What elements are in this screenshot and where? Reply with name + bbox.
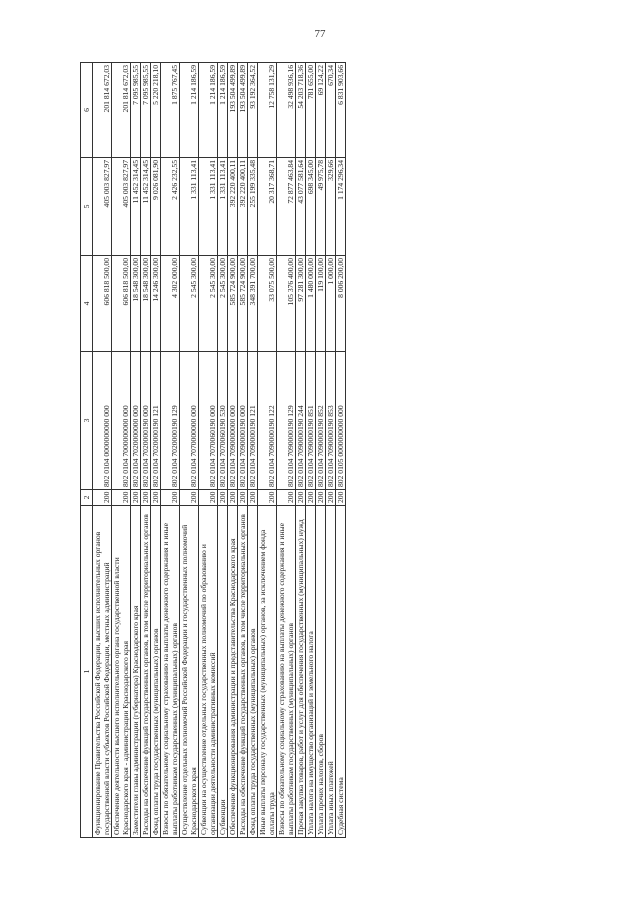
table-row [248, 63, 258, 838]
row-rest-cell: 1 214 186,59 [180, 63, 199, 158]
row-name-cell: Осуществление отдельных полномочий Российской Федерации и государственных полномочий Краснодарского края [180, 506, 199, 838]
row-col2-cell: 200 [131, 490, 141, 506]
row-plan-cell: 119 100,00 [316, 256, 326, 352]
row-rest-cell: 201 814 672,03 [93, 63, 112, 158]
row-col2-cell: 200 [316, 490, 326, 506]
row-plan-cell: 105 376 400,00 [277, 256, 296, 352]
budget-table [80, 62, 346, 838]
row-col2-cell: 200 [306, 490, 316, 506]
row-code-cell: 802 0104 7090000190 121 [248, 352, 258, 490]
row-name-cell: Уплата иных платежей [326, 506, 336, 838]
row-exec-cell: 1 331 113,41 [199, 158, 218, 256]
row-rest-cell: 1 875 767,45 [161, 63, 180, 158]
table-row [316, 63, 326, 838]
table-row [112, 63, 131, 838]
row-col2-cell: 200 [238, 490, 248, 506]
row-code-cell: 802 0104 7090000190 122 [258, 352, 277, 490]
row-name-cell: Субвенции на осуществление отдельных государственных полномочий по образованию и организации деятельности административных комиссий [199, 506, 218, 838]
row-col2-cell: 200 [218, 490, 228, 506]
header-col-6: 6 [81, 63, 93, 158]
row-rest-cell: 7 095 985,55 [141, 63, 151, 158]
row-exec-cell: 2 426 232,55 [161, 158, 180, 256]
row-col2-cell: 200 [277, 490, 296, 506]
row-name-cell: Взносы по обязательному социальному страхованию на выплаты денежного содержания и иные выплаты работникам государственных (муниципальных) органов [161, 506, 180, 838]
row-name-cell: Функционирование Правительства Российской Федерации, высших исполнительных органов государственной власти субъектов Российской Федерации, местных администраций [93, 506, 112, 838]
row-exec-cell: 49 975,78 [316, 158, 326, 256]
row-name-cell: Фонд оплаты труда государственных (муниципальных) органов [151, 506, 161, 838]
table-row [218, 63, 228, 838]
row-plan-cell: 1 480 000,00 [306, 256, 316, 352]
row-name-cell: Взносы по обязательному социальному страхованию на выплаты денежного содержания и иные выплаты работникам государственных (муниципальных) органов [277, 506, 296, 838]
table-row [277, 63, 296, 838]
row-col2-cell: 200 [258, 490, 277, 506]
row-code-cell: 802 0105 0000000000 000 [336, 352, 346, 490]
row-code-cell: 802 0104 7090000190 853 [326, 352, 336, 490]
row-rest-cell: 1 214 186,59 [199, 63, 218, 158]
row-plan-cell: 1 000,00 [326, 256, 336, 352]
row-col2-cell: 200 [112, 490, 131, 506]
table-row [306, 63, 316, 838]
row-code-cell: 802 0104 7000000000 000 [112, 352, 131, 490]
row-plan-cell: 585 724 900,00 [228, 256, 238, 352]
row-code-cell: 802 0104 7090000190 000 [238, 352, 248, 490]
row-exec-cell: 72 877 463,84 [277, 158, 296, 256]
table-row [180, 63, 199, 838]
table-row [336, 63, 346, 838]
row-name-cell: Прочая закупка товаров, работ и услуг для обеспечения государственных (муниципальных) нужд [296, 506, 306, 838]
row-plan-cell: 348 391 700,00 [248, 256, 258, 352]
row-plan-cell: 97 281 300,00 [296, 256, 306, 352]
row-col2-cell: 200 [336, 490, 346, 506]
row-rest-cell: 5 220 218,10 [151, 63, 161, 158]
row-name-cell: Заместители главы администрации (губернатора) Краснодарского края [131, 506, 141, 838]
row-name-cell: Судебная система [336, 506, 346, 838]
row-code-cell: 802 0104 7090000000 000 [228, 352, 238, 490]
header-row [81, 63, 93, 838]
row-rest-cell: 781 655,00 [306, 63, 316, 158]
table-row [93, 63, 112, 838]
row-col2-cell: 200 [199, 490, 218, 506]
row-name-cell: Обеспечение деятельности высшего исполнительного органа государственной власти Краснодарского края - администрации Краснодарского края [112, 506, 131, 838]
row-rest-cell: 1 214 186,59 [218, 63, 228, 158]
row-exec-cell: 255 199 335,48 [248, 158, 258, 256]
table-row [296, 63, 306, 838]
row-exec-cell: 1 331 113,41 [180, 158, 199, 256]
row-col2-cell: 200 [296, 490, 306, 506]
row-col2-cell: 200 [151, 490, 161, 506]
rotated-table-container [80, 63, 610, 838]
row-exec-cell: 11 452 314,45 [141, 158, 151, 256]
row-code-cell: 802 0104 7090000190 851 [306, 352, 316, 490]
page-number: 77 [314, 28, 326, 40]
header-col-2: 2 [81, 490, 93, 506]
table-row [151, 63, 161, 838]
row-col2-cell: 200 [161, 490, 180, 506]
row-plan-cell: 4 302 000,00 [161, 256, 180, 352]
row-code-cell: 802 0104 7020000190 000 [141, 352, 151, 490]
row-plan-cell: 606 818 500,00 [93, 256, 112, 352]
row-code-cell: 802 0104 7090000190 244 [296, 352, 306, 490]
row-name-cell: Уплата прочих налогов, сборов [316, 506, 326, 838]
table-row [238, 63, 248, 838]
row-col2-cell: 200 [228, 490, 238, 506]
row-name-cell: Обеспечение функционирования администрации и представительства Краснодарского края [228, 506, 238, 838]
row-plan-cell: 2 545 300,00 [199, 256, 218, 352]
row-code-cell: 802 0104 7020000190 121 [151, 352, 161, 490]
header-col-5: 5 [81, 158, 93, 256]
row-col2-cell: 200 [93, 490, 112, 506]
row-exec-cell: 392 220 400,11 [238, 158, 248, 256]
row-code-cell: 802 0104 7070060190 000 [199, 352, 218, 490]
header-col-3: 3 [81, 352, 93, 490]
row-exec-cell: 43 077 581,64 [296, 158, 306, 256]
row-exec-cell: 405 003 827,97 [112, 158, 131, 256]
row-col2-cell: 200 [326, 490, 336, 506]
row-plan-cell: 14 246 300,00 [151, 256, 161, 352]
row-exec-cell: 392 220 400,11 [228, 158, 238, 256]
row-name-cell: Субвенции [218, 506, 228, 838]
header-col-1: 1 [81, 506, 93, 838]
row-rest-cell: 6 831 903,66 [336, 63, 346, 158]
row-rest-cell: 193 504 499,89 [238, 63, 248, 158]
row-name-cell: Фонд оплаты труда государственных (муниципальных) органов [248, 506, 258, 838]
row-name-cell: Иные выплаты персоналу государственных (муниципальных) органов, за исключением фонда оплаты труда [258, 506, 277, 838]
row-rest-cell: 54 203 718,36 [296, 63, 306, 158]
table-row [258, 63, 277, 838]
table-row [326, 63, 336, 838]
row-code-cell: 802 0104 7090000190 852 [316, 352, 326, 490]
row-rest-cell: 12 758 131,29 [258, 63, 277, 158]
row-name-cell: Уплата налога на имущество организаций и земельного налога [306, 506, 316, 838]
row-exec-cell: 1 331 113,41 [218, 158, 228, 256]
row-plan-cell: 33 075 500,00 [258, 256, 277, 352]
row-plan-cell: 18 548 300,00 [141, 256, 151, 352]
table-row [161, 63, 180, 838]
row-code-cell: 802 0104 7090000190 129 [277, 352, 296, 490]
row-exec-cell: 1 174 296,34 [336, 158, 346, 256]
table-row [199, 63, 218, 838]
row-exec-cell: 9 026 081,90 [151, 158, 161, 256]
row-rest-cell: 193 504 499,89 [228, 63, 238, 158]
row-exec-cell: 698 345,00 [306, 158, 316, 256]
row-rest-cell: 670,34 [326, 63, 336, 158]
row-plan-cell: 18 548 300,00 [131, 256, 141, 352]
row-col2-cell: 200 [248, 490, 258, 506]
row-rest-cell: 32 498 936,16 [277, 63, 296, 158]
table-row [141, 63, 151, 838]
header-col-4: 4 [81, 256, 93, 352]
row-plan-cell: 2 545 300,00 [180, 256, 199, 352]
row-rest-cell: 93 192 364,52 [248, 63, 258, 158]
row-code-cell: 802 0104 7070060190 530 [218, 352, 228, 490]
row-code-cell: 802 0104 7020000000 000 [131, 352, 141, 490]
table-row [131, 63, 141, 838]
row-rest-cell: 7 095 985,55 [131, 63, 141, 158]
row-exec-cell: 11 452 314,45 [131, 158, 141, 256]
table-body [93, 63, 346, 838]
row-rest-cell: 69 124,22 [316, 63, 326, 158]
row-col2-cell: 200 [180, 490, 199, 506]
row-exec-cell: 20 317 368,71 [258, 158, 277, 256]
row-name-cell: Расходы на обеспечение функций государственных органов, в том числе территориальных органов [238, 506, 248, 838]
row-plan-cell: 2 545 300,00 [218, 256, 228, 352]
row-code-cell: 802 0104 7070000000 000 [180, 352, 199, 490]
row-code-cell: 802 0104 0000000000 000 [93, 352, 112, 490]
row-exec-cell: 405 003 827,97 [93, 158, 112, 256]
row-plan-cell: 8 006 200,00 [336, 256, 346, 352]
row-name-cell: Расходы на обеспечение функций государственных органов, в том числе территориальных органов [141, 506, 151, 838]
row-exec-cell: 329,66 [326, 158, 336, 256]
table-row [228, 63, 238, 838]
row-plan-cell: 606 818 500,00 [112, 256, 131, 352]
row-rest-cell: 201 814 672,03 [112, 63, 131, 158]
row-col2-cell: 200 [141, 490, 151, 506]
row-plan-cell: 585 724 900,00 [238, 256, 248, 352]
row-code-cell: 802 0104 7020000190 129 [161, 352, 180, 490]
